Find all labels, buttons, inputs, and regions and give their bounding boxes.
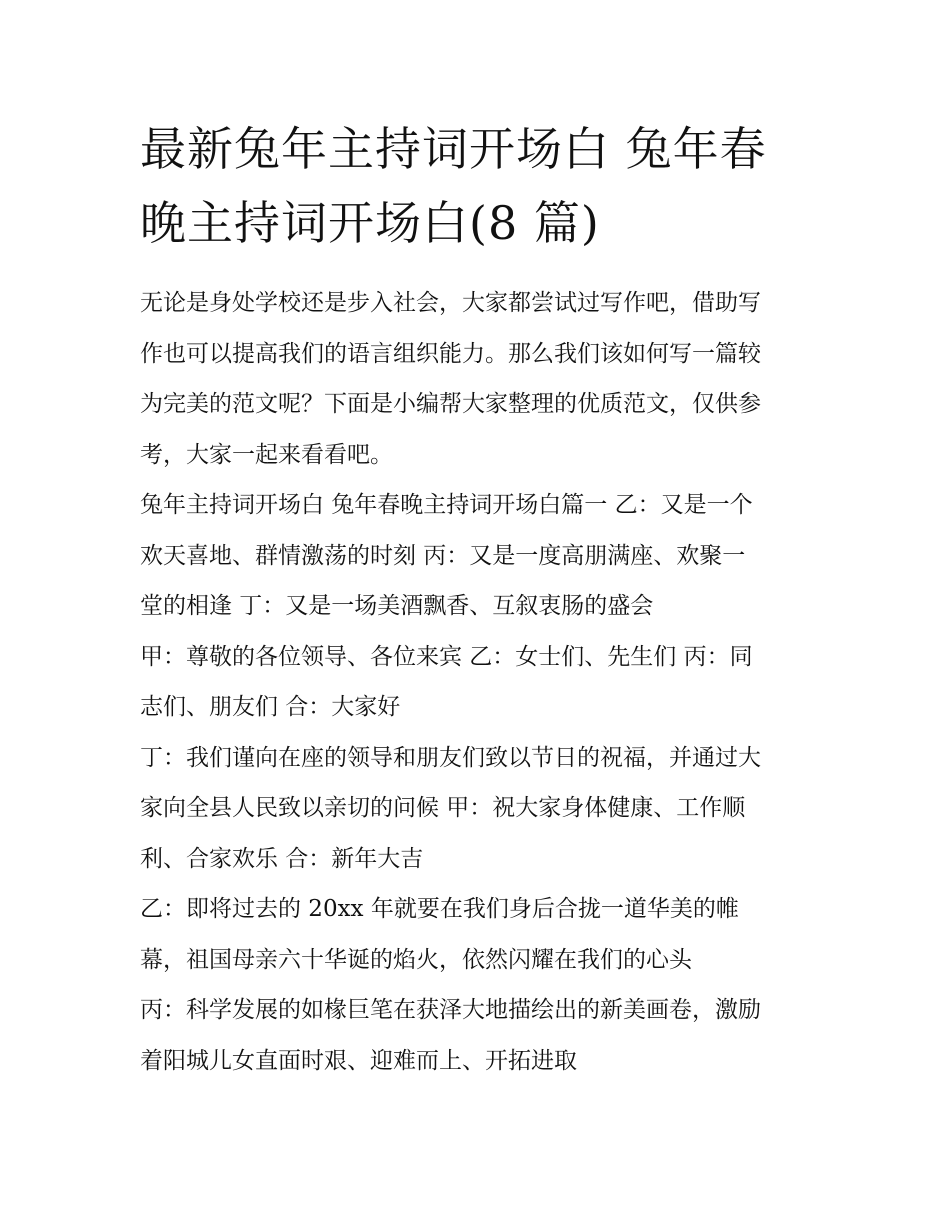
title-line: 最新兔年主持词开场白 兔年春 — [140, 122, 767, 176]
text-line: 为完美的范文呢？下面是小编帮大家整理的优质范文，仅供参 — [140, 391, 761, 417]
text-line: 考，大家一起来看看吧。 — [140, 441, 393, 468]
text-line: 作也可以提高我们的语言组织能力。那么我们该如何写一篇较 — [140, 340, 761, 367]
text-line: 丁：我们谨向在座的领导和朋友们致以节日的祝福，并通过大 — [140, 744, 761, 771]
document-title — [140, 112, 815, 260]
text-line: 幕，祖国母亲六十华诞的焰火，依然闪耀在我们的心头 — [140, 946, 692, 973]
paragraph-blessing — [140, 733, 815, 885]
document-page — [140, 112, 815, 1086]
document-body — [140, 278, 815, 1086]
text-line: 无论是身处学校还是步入社会，大家都尝试过写作吧，借助写 — [140, 290, 761, 316]
text-line: 兔年主持词开场白 兔年春晚主持词开场白篇一 乙：又是一个 — [140, 492, 753, 518]
text-line: 甲：尊敬的各位领导、各位来宾 乙：女士们、先生们 丙：同 — [140, 643, 753, 670]
paragraph-year-review — [140, 884, 815, 985]
title-line: 晚主持词开场白(8 篇) — [140, 196, 600, 250]
text-line: 欢天喜地、群情激荡的时刻 丙：又是一度高朋满座、欢聚一 — [140, 542, 746, 569]
text-line: 志们、朋友们 合：大家好 — [140, 694, 401, 720]
text-line: 乙：即将过去的 20xx 年就要在我们身后合拢一道华美的帷 — [140, 896, 739, 922]
paragraph-intro — [140, 278, 815, 480]
text-line: 堂的相逢 丁：又是一场美酒飘香、互叙衷肠的盛会 — [140, 593, 654, 619]
paragraph-greeting — [140, 632, 815, 733]
text-line: 着阳城儿女直面时艰、迎难而上、开拓进取 — [140, 1047, 577, 1074]
text-line: 利、合家欢乐 合：新年大吉 — [140, 845, 424, 872]
paragraph-development — [140, 985, 815, 1086]
text-line: 家向全县人民致以亲切的问候 甲：祝大家身体健康、工作顺 — [140, 795, 746, 821]
paragraph-section-one — [140, 480, 815, 632]
text-line: 丙：科学发展的如椽巨笔在获泽大地描绘出的新美画卷，激励 — [140, 997, 761, 1023]
